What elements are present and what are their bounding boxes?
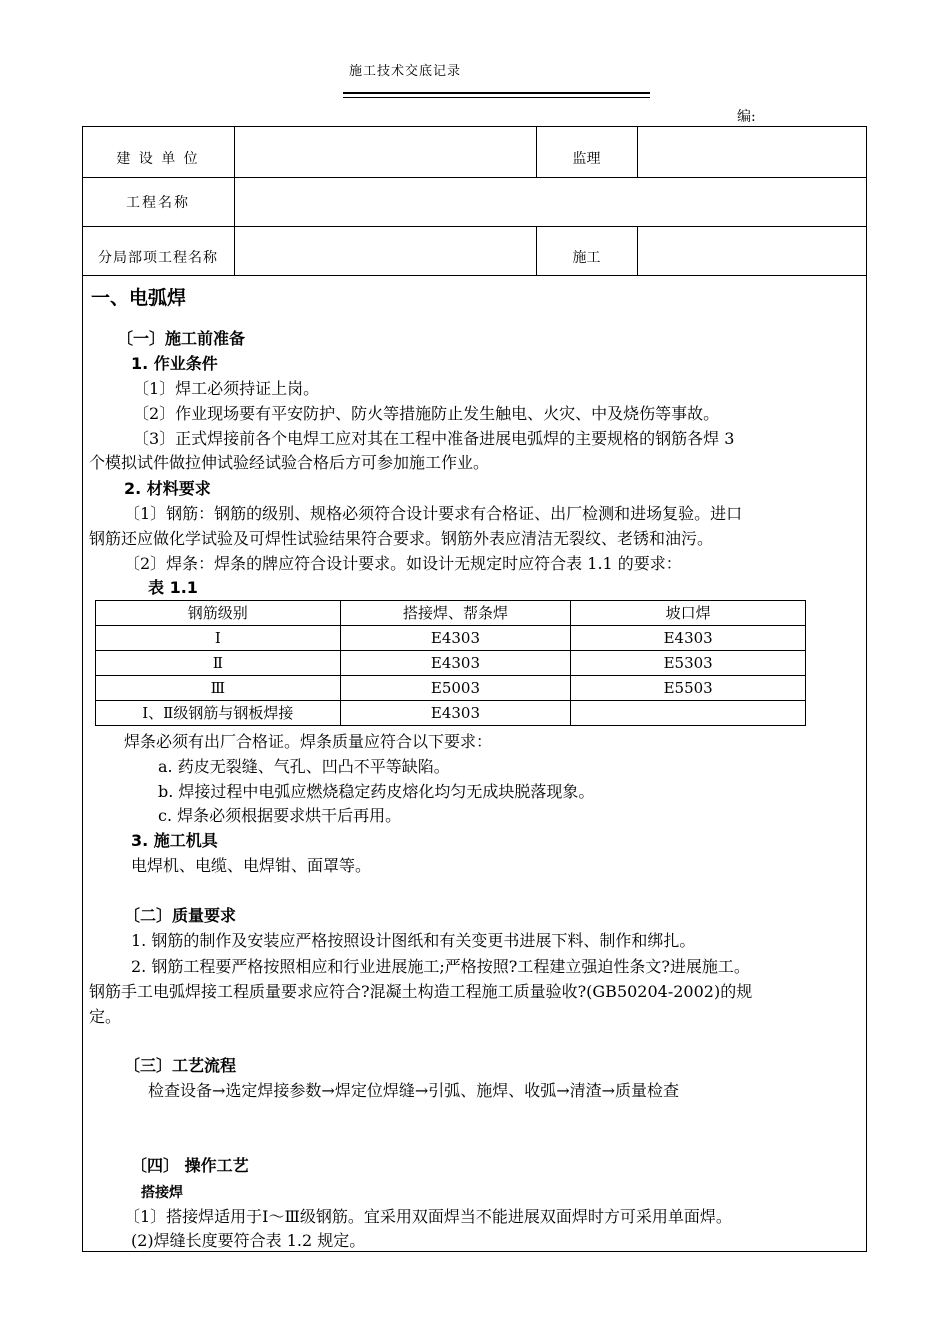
para-2: 〔2〕作业现场要有平安防护、防火等措施防止发生触电、火灾、中及烧伤等事故。 <box>133 404 720 423</box>
para-4a: 〔1〕钢筋：钢筋的级别、规格必须符合设计要求有合格证、出厂检测和进场复验。进口 <box>124 504 743 523</box>
header-vline-3b <box>637 226 638 275</box>
quality-2b: 钢筋手工电弧焊接工程质量要求应符合?混凝土构造工程施工质量验收?(GB50204-2002)的规 <box>89 982 753 1001</box>
table-header-cell: 钢筋级别 <box>96 601 341 626</box>
section-process: 〔三〕工艺流程 <box>124 1056 237 1075</box>
table-row <box>96 701 806 726</box>
header-vline-1 <box>234 126 235 275</box>
table-caption: 表 1.1 <box>148 578 198 597</box>
para-7: 电焊机、电缆、电焊钳、面罩等。 <box>131 856 372 875</box>
fenbu-label: 分局部项工程名称 <box>98 249 218 266</box>
jianshe-label: 建 设 单 位 <box>116 150 200 167</box>
para-6a: a. 药皮无裂缝、气孔、凹凸不平等缺陷。 <box>158 757 450 776</box>
title-rule-thin <box>343 97 650 98</box>
table-row <box>96 676 806 701</box>
table-cell: Ⅱ <box>96 651 341 676</box>
subsection-lap-weld: 搭接焊 <box>141 1185 183 1201</box>
table-row <box>96 626 806 651</box>
para-5: 〔2〕焊条：焊条的牌应符合设计要求。如设计无规定时应符合表 1.1 的要求： <box>124 554 682 573</box>
shigong-label: 施工 <box>572 249 601 266</box>
heading-dianhuhan: 一、电弧焊 <box>91 287 187 309</box>
table-cell: E4303 <box>340 626 571 651</box>
document-title: 施工技术交底记录 <box>348 64 461 79</box>
header-line-2 <box>82 226 867 227</box>
table-cell: Ⅰ <box>96 626 341 651</box>
table-cell: E4303 <box>340 701 571 726</box>
section-operation: 〔四〕 操作工艺 <box>131 1156 249 1175</box>
para-6c: c. 焊条必须根据要求烘干后再用。 <box>158 806 402 825</box>
subsection-tools: 3. 施工机具 <box>131 831 218 850</box>
para-1: 〔1〕焊工必须持证上岗。 <box>133 379 320 398</box>
process-flow: 检查设备→选定焊接参数→焊定位焊缝→引弧、施焊、收弧→清渣→质量检查 <box>148 1081 680 1100</box>
table-row <box>96 651 806 676</box>
table-cell: E5003 <box>340 676 571 701</box>
para-3a: 〔3〕正式焊接前各个电焊工应对其在工程中准备进展电弧焊的主要规格的钢筋各焊 3 <box>133 429 735 448</box>
quality-1: 1. 钢筋的制作及安装应严格按照设计图纸和有关变更书进展下料、制作和绑扎。 <box>131 931 696 950</box>
para-6b: b. 焊接过程中电弧应燃烧稳定药皮熔化均匀无成块脱落现象。 <box>158 782 595 801</box>
table-header-row <box>96 601 806 626</box>
quality-2c: 定。 <box>89 1007 122 1026</box>
para-6: 焊条必须有出厂合格证。焊条质量应符合以下要求： <box>124 732 493 751</box>
table-cell: E5303 <box>571 651 806 676</box>
section-quality: 〔二〕质量要求 <box>124 906 237 925</box>
section-prep: 〔一〕施工前准备 <box>117 329 246 348</box>
table-header-cell: 坡口焊 <box>571 601 806 626</box>
para-4b: 钢筋还应做化学试验及可焊性试验结果符合要求。钢筋外表应清洁无裂纹、老锈和油污。 <box>89 529 714 548</box>
header-vline-3a <box>637 126 638 177</box>
table-cell: E5503 <box>571 676 806 701</box>
subsection-conditions: 1. 作业条件 <box>131 354 218 373</box>
table-header-cell: 搭接焊、帮条焊 <box>340 601 571 626</box>
subsection-materials: 2. 材料要求 <box>124 479 211 498</box>
table-cell <box>571 701 806 726</box>
gongcheng-label: 工程名称 <box>126 195 190 211</box>
para-3b: 个模拟试件做拉伸试验经试验合格后方可参加施工作业。 <box>89 453 490 472</box>
bian-label: 编: <box>737 109 756 125</box>
quality-2a: 2. 钢筋工程要严格按照相应和行业进展施工;严格按照?工程建立强迫性条文?进展施工。 <box>131 957 750 976</box>
operation-1: 〔1〕搭接焊适用于Ⅰ～Ⅲ级钢筋。宜采用双面焊当不能进展双面焊时方可采用单面焊。 <box>124 1207 732 1226</box>
table-cell: E4303 <box>571 626 806 651</box>
jianli-label: 监理 <box>572 150 601 167</box>
electrode-table <box>95 600 806 726</box>
table-cell: E4303 <box>340 651 571 676</box>
title-rule-thick <box>343 92 650 94</box>
operation-2: (2)焊缝长度要符合表 1.2 规定。 <box>131 1231 366 1250</box>
table-cell: Ⅲ <box>96 676 341 701</box>
table-cell: Ⅰ、Ⅱ级钢筋与钢板焊接 <box>96 701 341 726</box>
